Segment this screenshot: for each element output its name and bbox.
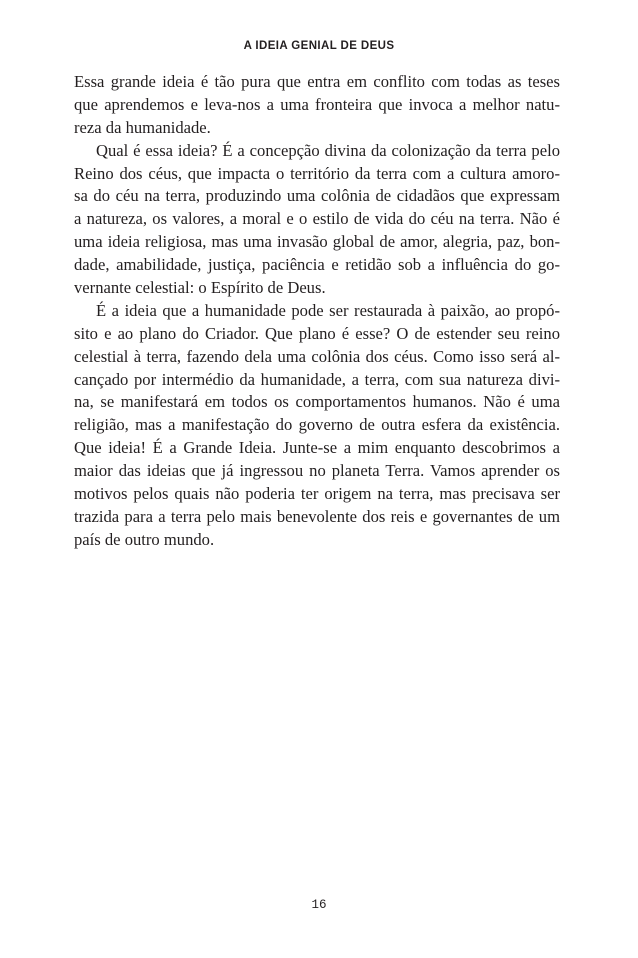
text-line: uma ideia religiosa, mas uma invasão global de amor, alegria, paz, bon- [74,232,560,252]
text-line: Essa grande ideia é tão pura que entra em conflito com todas as teses [74,72,560,91]
text-line: país de outro mundo. [74,529,215,549]
paragraph-3 [74,300,560,552]
text-line: Que ideia! É a Grande Ideia. Junte-se a mim enquanto descobrimos a [74,438,560,458]
text-line: cançado por intermédio da humanidade, a terra, com sua natureza divi- [74,369,560,389]
text-line: na, se manifestará em todos os comportamentos humanos. Não é uma [74,392,560,412]
text-line: sito e ao plano do Criador. Que plano é esse? O de estender seu reino [74,323,560,343]
page-number: 16 [311,898,327,912]
text-line: celestial à terra, fazendo dela uma colônia dos céus. Como isso será al- [74,346,560,366]
text-line: Reino dos céus, que impacta o território da terra com a cultura amoro- [74,163,560,183]
text-line: que aprendemos e leva-nos a uma fronteira que invoca a melhor natu- [74,94,560,114]
text-line: vernante celestial: o Espírito de Deus. [74,278,326,298]
body-text [74,71,560,552]
text-line: a natureza, os valores, a moral e o estilo de vida do céu na terra. Não é [74,209,560,229]
text-line: religião, mas a manifestação do governo de outra esfera da existência. [74,415,560,435]
text-line: dade, amabilidade, justiça, paciência e retidão sob a influência do go- [74,255,560,275]
text-line: Qual é essa ideia? É a concepção divina da colonização da terra pelo [96,140,560,160]
text-line: reza da humanidade. [74,117,211,137]
text-line: sa do céu na terra, produzindo uma colônia de cidadãos que expressam [74,186,560,206]
text-line: É a ideia que a humanidade pode ser restaurada à paixão, ao propó- [96,300,560,320]
paragraph-2 [74,140,560,300]
text-line: motivos pelos quais não poderia ter origem na terra, mas precisava ser [74,484,560,504]
paragraph-1 [74,71,560,140]
text-line: trazida para a terra pelo mais benevolente dos reis e governantes de um [74,506,560,526]
text-line: maior das ideias que já ingressou no planeta Terra. Vamos aprender os [74,461,560,481]
running-header: A IDEIA GENIAL DE DEUS [243,40,395,52]
